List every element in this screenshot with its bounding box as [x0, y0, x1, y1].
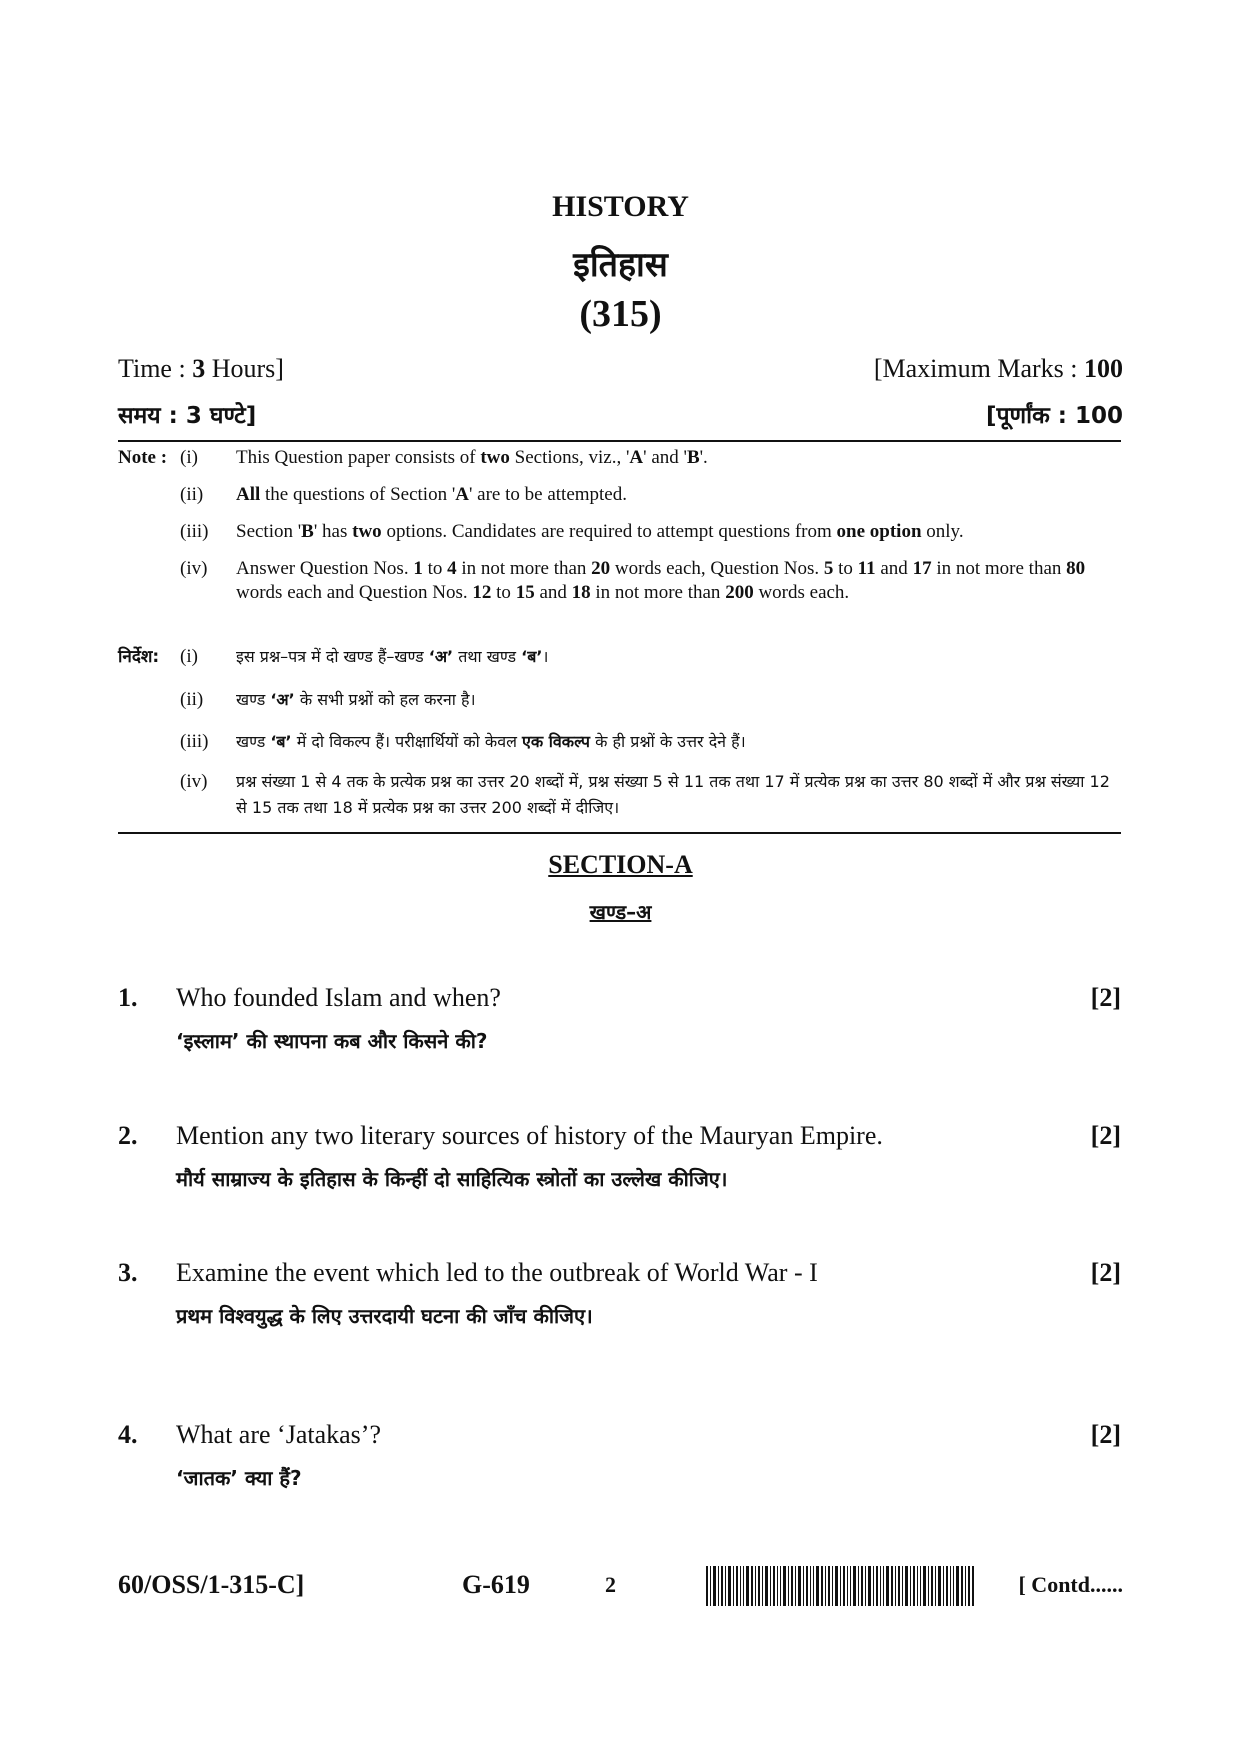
page-number: 2: [605, 1572, 616, 1597]
subject-title: HISTORY: [552, 190, 689, 223]
question-text-hi: ‘जातक’ क्या हैं?: [176, 1466, 302, 1490]
question-text-en: Mention any two literary sources of history of the Mauryan Empire.: [176, 1121, 883, 1150]
question-number: 2.: [118, 1121, 138, 1150]
question-number: 3.: [118, 1258, 138, 1287]
section-title: SECTION-A: [548, 850, 693, 879]
question-number: 4.: [118, 1420, 138, 1449]
time-hi: समय : 3 घण्टे]: [118, 403, 257, 429]
note-label: Note :: [118, 447, 168, 468]
note-label-hi: निर्देश:: [118, 647, 160, 667]
question-number: 1.: [118, 983, 138, 1012]
notes-divider: [118, 832, 1121, 834]
paper-code: 60/OSS/1-315-C]: [118, 1570, 305, 1599]
time-en: Time : 3 Hours]: [118, 354, 284, 383]
series-code: G-619: [462, 1570, 530, 1599]
question-text-hi: मौर्य साम्राज्य के इतिहास के किन्हीं दो साहित्यिक स्त्रोतों का उल्लेख कीजिए।: [176, 1167, 728, 1191]
question-text-en: Examine the event which led to the outbreak of World War - I: [176, 1258, 818, 1287]
question-text-en: What are ‘Jatakas’?: [176, 1420, 381, 1449]
section-title-hindi: खण्ड–अ: [589, 900, 652, 924]
barcode: [706, 1566, 974, 1606]
question-text-hi: ‘इस्लाम’ की स्थापना कब और किसने की?: [176, 1029, 488, 1053]
max-marks-hi: [पूर्णांक : 100: [985, 403, 1123, 429]
subject-code: (315): [579, 293, 662, 335]
max-marks-en: [Maximum Marks : 100: [873, 354, 1123, 383]
question-text-en: Who founded Islam and when?: [176, 983, 501, 1012]
question-marks: [2]: [1090, 983, 1121, 1012]
continued-label: [ Contd......: [1018, 1572, 1123, 1597]
question-marks: [2]: [1090, 1121, 1121, 1150]
header-divider: [118, 440, 1121, 442]
question-text-hi: प्रथम विश्वयुद्ध के लिए उत्तरदायी घटना की जाँच कीजिए।: [176, 1304, 593, 1328]
question-marks: [2]: [1090, 1420, 1121, 1449]
question-marks: [2]: [1090, 1258, 1121, 1287]
subject-title-hindi: इतिहास: [573, 245, 668, 285]
